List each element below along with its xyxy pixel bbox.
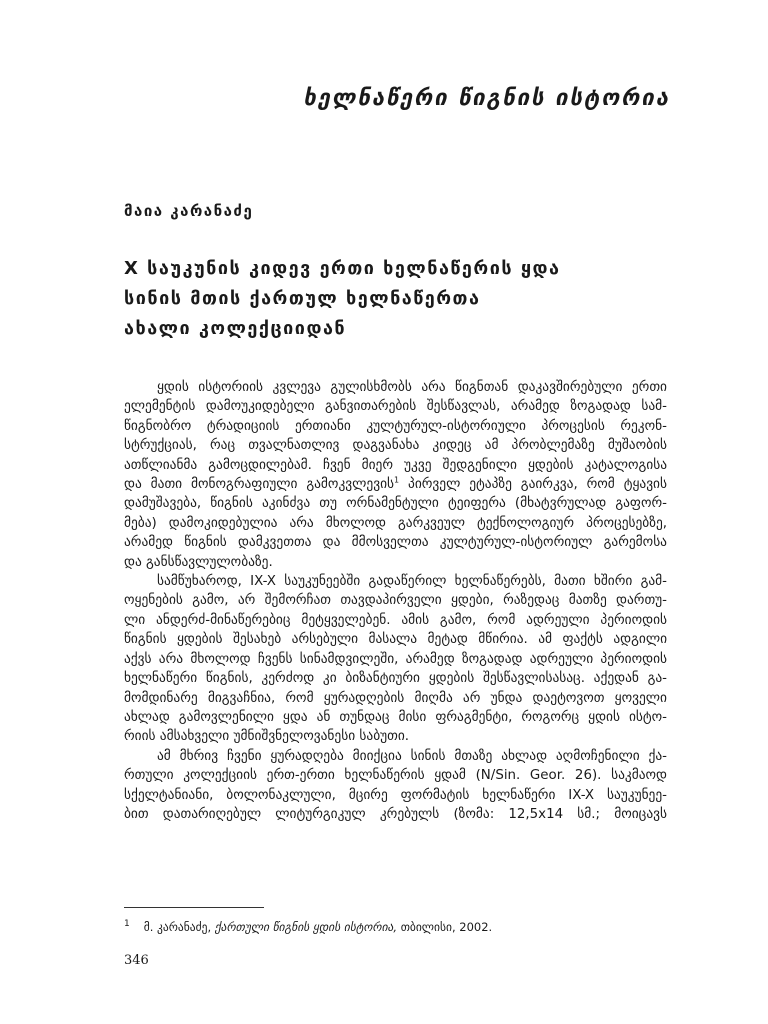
body-line: აქვს არა მხოლოდ ჩვენს სინამდვილეში, არამედ ზოგადად ადრეული პერიოდის [124,651,667,667]
author-name: მაია კარანაძე [124,202,254,220]
body-line: მომდინარე მიგვაჩნია, რომ ყურადღების მიღმა არ უნდა დაეტოვოთ ყოველი [124,690,667,706]
body-line: დამუშავება, წიგნის აკინძვა თუ ორნამენტული ტეიფერა (მხატვრულად გაფორ- [124,496,667,512]
body-line: ელემენტის დამოუკიდებელი განვითარების შესწავლას, არამედ ზოგადად სამ- [124,399,667,415]
running-head: ხელნაწერი წიგნის ისტორია [303,86,670,111]
article-title [124,254,644,344]
body-line: ხელნაწერი წიგნის, კერძოდ კი ბიზანტიური ყდების შესწავლისასაც. აქედან გა- [124,671,667,687]
body-line: ბით დათარიღებულ ლიტურგიკულ კრებულს (ზომა: 12,5x14 სმ.; მოიცავს [124,806,667,822]
footnote-book-title: ქართული წიგნის ყდის ისტორია, [214,919,398,934]
body-line [124,475,667,494]
body-line: წიგნობრო ტრადიციის ერთიანი კულტურულ-ისტორიული პროცესის რეკონ- [124,418,667,434]
body-line: ოყენების გამო, არ შემორჩათ თავდაპირველი ყდები, რაზედაც მათზე დართუ- [124,593,667,609]
body-line: სამწუხაროდ, IX-X საუკუნეებში გადაწერილ ხელნაწერებს, მათი ხშირი გამ- [157,574,667,590]
body-line: ყდის ისტორიის კვლევა გულისხმობს არა წიგნთან დაკავშირებული ერთი [157,380,667,395]
body-line: ახლად გამოვლენილი ყდა ან თუნდაც მისი ფრაგმენტი, როგორც ყდის ისტო- [124,709,667,725]
body-line: ამ მხრივ ჩვენი ყურადღება მიიქცია სინის მთაზე ახლად აღმოჩენილი ქა- [157,748,667,764]
article-title-line: ახალი კოლექციიდან [124,318,347,339]
footnote-divider [124,907,264,908]
body-line: სტრუქციას, რაც თვალნათლივ დაგვანახა კიდეც ამ პრობლემაზე მუშაობის [124,438,667,454]
footnote-reference: 1 [394,475,400,485]
body-line: ათწლიანმა გამოცდილებამ. ჩვენ მიერ უკვე შედგენილი ყდების კატალოგისა [124,457,667,473]
footnote-author: მ. კარანაძე, [143,919,212,934]
article-body [124,378,667,824]
footnote [124,916,492,935]
article-title-line: სინის მთის ქართულ ხელნაწერთა [124,288,481,309]
body-line: მება) დამოკიდებულია არა მხოლოდ გარკვეულ ტექნოლოგიურ პროცესებზე, [124,515,667,531]
body-line-part: პირველ ეტაპზე გაირკვა, რომ ტყავის [408,477,667,493]
body-line-part: და მათი მონოგრაფიული გამოკვლევის [124,477,395,493]
body-line: რიის ამსახველი უმნიშვნელოვანესი საბუთი. [124,729,410,745]
body-line: არამედ წიგნის დამკვეთთა და მმოსველთა კულტურულ-ისტორიულ გარემოსა [124,535,667,551]
footnote-mark: 1 [124,919,130,929]
body-line: წიგნის ყდების შესახებ არსებული მასალა მეტად მწირია. ამ ფაქტს ადგილი [124,632,667,648]
body-line: სქელტანიანი, ბოლონაკლული, მცირე ფორმატის ხელნაწერი IX-X საუკუნეე- [124,787,667,803]
body-line: რთული კოლექციის ერთ-ერთი ხელნაწერის ყდამ (N/Sin. Geor. 26). საკმაოდ [124,768,667,784]
body-line: და განსწავლულობაზე. [124,554,273,570]
page-number: 346 [124,953,149,968]
body-line: ლი ანდერძ-მინაწერებიც მეტყველებენ. ამის გამო, რომ ადრეული პერიოდის [124,612,667,628]
article-title-line: X საუკუნის კიდევ ერთი ხელნაწერის ყდა [124,258,561,279]
footnote-publication: თბილისი, 2002. [400,919,493,934]
